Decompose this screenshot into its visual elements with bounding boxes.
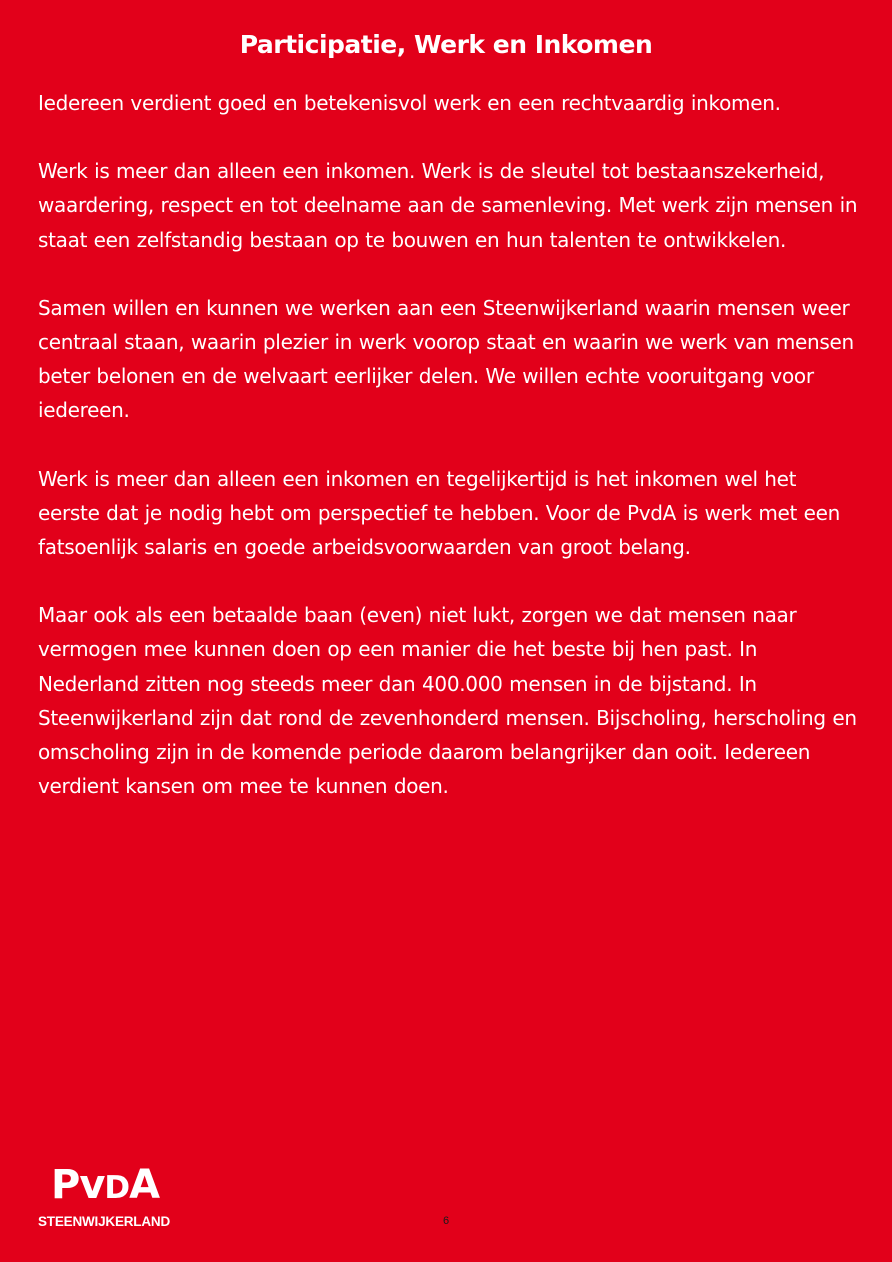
logo-letter-a: A [129,1162,160,1208]
paragraph-work-meaning: Werk is meer dan alleen een inkomen. Werk is de sleutel tot bestaanszekerheid, waardering, respect en tot deelname aan de samenleving. Met werk zijn mensen in staat een zelfstandig bestaan op te bouwen en hun talenten te ontwikkelen. [38,159,858,252]
page-number: 6 [442,1215,450,1227]
body-text [38,86,858,837]
paragraph-participation: Maar ook als een betaalde baan (even) niet lukt, zorgen we dat mensen naar vermogen mee kunnen doen op een manier die het beste bij hen past. In Nederland zitten nog steeds meer dan 400.000 mensen in de bijstand. In Steenwijkerland zijn dat rond de zevenhonderd mensen. Bijscholing, herscholing en omscholing zijn in de komende periode daarom belangrijker dan ooit. Iedereen verdient kansen om mee te kunnen doen. [38,603,857,799]
paragraph-income: Werk is meer dan alleen een inkomen en tegelijkertijd is het inkomen wel het eerste dat je nodig hebt om perspectief te hebben. Voor de PvdA is werk met een fatsoenlijk salaris en goede arbeidsvoorwaarden van groot belang. [38,466,841,560]
logo-wordmark [51,1162,159,1211]
page-title: Participatie, Werk en Inkomen [239,30,653,59]
paragraph-steenwijkerland: Samen willen en kunnen we werken aan een Steenwijkerland waarin mensen weer centraal staan, waarin plezier in werk voorop staat en waarin we werk van mensen beter belonen en de welvaart eerlijker delen. We willen echte vooruitgang voor iedereen. [38,295,854,423]
logo-subtitle: STEENWIJKERLAND [38,1214,171,1229]
logo-letter-v: v [79,1162,105,1208]
paragraph-intro: Iedereen verdient goed en betekenisvol werk en een rechtvaardig inkomen. [38,91,781,115]
logo-letter-d: D [104,1170,130,1206]
logo-letter-p: P [51,1162,80,1208]
